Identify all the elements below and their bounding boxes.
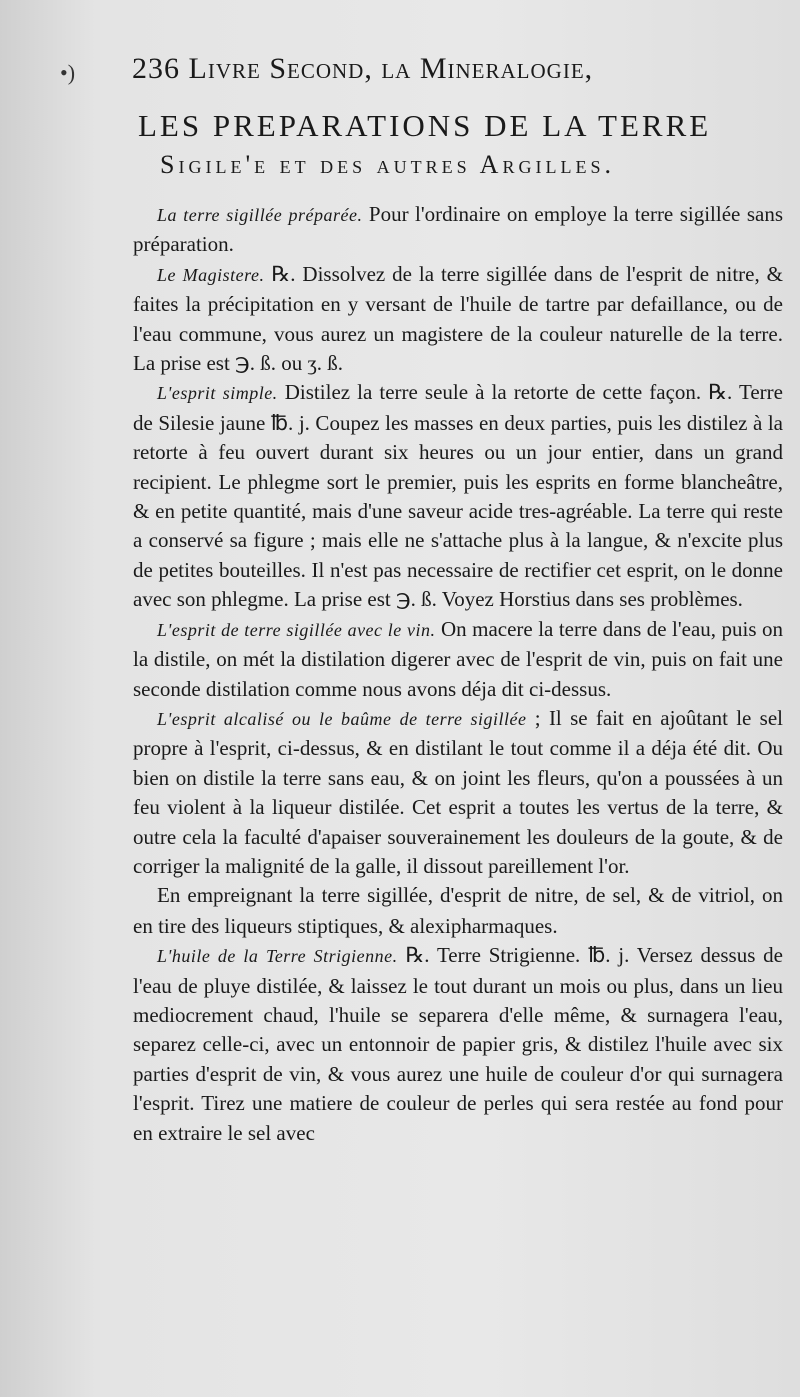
paragraph-esprit-alcalise [133,704,783,881]
page-edge-mark: •) [60,60,76,85]
paragraph-lead: La terre sigillée préparée. [157,205,363,225]
paragraph-text: En empreignant la terre sigillée, d'esprit de nitre, de sel, & de vitriol, on en tire des liqueurs stiptiques, & alexipharmaques. [133,883,783,938]
paragraph-lead: L'huile de la Terre Strigienne. [157,946,398,967]
paragraph-esprit-vin [133,615,783,704]
paragraph-lead: L'esprit de terre sigillée avec le vin. [157,619,436,640]
paragraph-text: Pour l'ordinaire on employe la terre sigillée sans préparation. [133,202,784,257]
paragraph-lead: L'esprit simple. [157,383,278,404]
paragraph-esprit-simple [133,378,783,614]
paragraph-text: On macere la terre dans de l'eau, puis on la distile, on mét la distilation digerer avec de l'esprit de vin, puis on fait une seconde distilation comme nous avons déja dit ci-dessus. [133,616,784,701]
paragraph-lead: L'esprit alcalisé ou le baûme de terre sigillée [157,708,527,729]
paragraph-huile-strigienne [133,941,783,1148]
paragraph-text: ℞. Dissolvez de la terre sigillée dans de l'esprit de nitre, & faites la précipitation en y versant de l'huile de tartre par defaillance, ou de l'eau commune, vous aurez un magistere de la couleur naturelle de la terre. La prise est ℈. ß. ou ʒ. ß. [133,261,783,376]
section-subtitle: Sigile'e et des autres Argilles. [160,150,615,179]
section-title: LES PREPARATIONS DE LA TERRE [138,108,712,143]
paragraph-text: ; Il se fait en ajoûtant le sel propre à l'esprit, ci-dessus, & en distilant le tout comme il a déja été dit. Ou bien on distile la terre sans eau, & on joint les fleurs, qu'on a poussées à un feu violent à la liqueur distilée. Cet esprit a toutes les vertus de la terre, & outre cela la faculté d'apaiser souverainement les douleurs de la goute, & de corriger la malignité de la galle, il dissout pareillement l'or. [133,705,784,878]
paragraph-lead: Le Magistere. [157,264,265,285]
paragraph-liqueurs-stiptiques [133,881,783,941]
body-text [133,200,783,1148]
paragraph-magistere [133,260,783,379]
paragraph-terre-preparee [133,200,783,260]
paragraph-text: ℞. Terre Strigienne. ℔. j. Versez dessus de l'eau de pluye distilée, & laissez le tout durant un mois ou plus, dans un lieu mediocrement chaud, l'huile se separera d'elle même, & surnagera l'eau, separez celle-ci, avec un entonnoir de papier gris, & distilez l'huile avec six parties d'esprit de vin, & vous aurez une huile de couleur d'or qui surnagera l'esprit. Tirez une matiere de couleur de perles qui sera restée au fond pour en extraire le sel avec [133,943,783,1145]
paragraph-text: Distilez la terre seule à la retorte de cette façon. ℞. Terre de Silesie jaune ℔. j. Coupez les masses en deux parties, puis les distilez à la retorte à feu ouvert durant six heures ou un jour entier, dans un grand recipient. Le phlegme sort le premier, puis les esprits en forme blancheâtre, & en petite quantité, mais d'une saveur acide tres-agréable. La terre qui reste a conservé sa figure ; mais elle ne s'attache plus à la langue, & n'excite plus de petites bouteilles. Il n'est pas necessaire de rectifier cet esprit, on le donne avec son phlegme. La prise est ℈. ß. Voyez Horstius dans ses problèmes. [133,380,783,612]
running-head: 236 Livre Second, la Mineralogie, [132,52,594,85]
